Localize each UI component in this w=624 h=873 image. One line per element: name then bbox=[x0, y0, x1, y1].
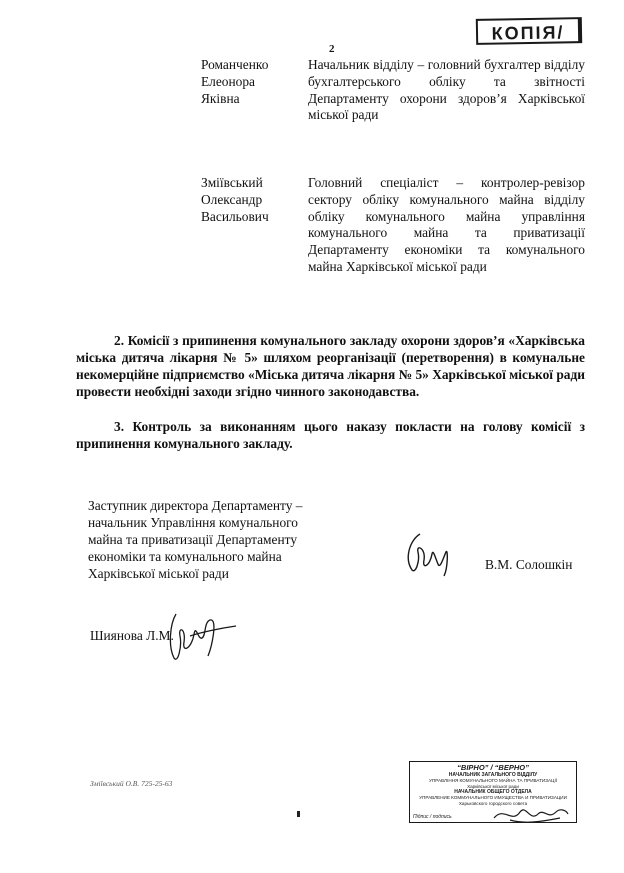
signatory-title-line: майна та приватизації Департаменту bbox=[88, 532, 298, 547]
stamp-line: НАЧАЛЬНИК ЗАГАЛЬНОГО ВІДДІЛУ bbox=[448, 772, 538, 778]
signatory-title-line: начальник Управління комунального bbox=[88, 515, 299, 530]
commission-member bbox=[0, 57, 624, 127]
stamp-line: УПРАВЛЕНИЕ КОММУНАЛЬНОГО ИМУЩЕСТВА И ПРИВАТИЗАЦИИ bbox=[419, 795, 567, 801]
member-patronymic: Васильович bbox=[201, 208, 269, 224]
stamp-line: НАЧАЛЬНИК ОБЩЕГО ОТДЕЛА bbox=[454, 789, 532, 796]
page-number: 2 bbox=[329, 43, 335, 55]
executor-phone-note: Зміївський О.В. 725-25-63 bbox=[90, 779, 173, 788]
handwritten-signature bbox=[490, 798, 570, 828]
executor-name: Шиянова Л.М. bbox=[90, 628, 174, 643]
member-first-name: Олександр bbox=[201, 191, 263, 207]
member-patronymic: Яківна bbox=[201, 90, 240, 106]
member-first-name: Елеонора bbox=[201, 73, 256, 89]
member-name bbox=[201, 175, 301, 225]
signatory-title-line: економіки та комунального майна bbox=[88, 549, 282, 564]
stamp-line: УПРАВЛІННЯ КОМУНАЛЬНОГО МАЙНА ТА ПРИВАТИЗАЦІЇ bbox=[428, 778, 558, 783]
member-position: Головний спеціаліст – контролер-ревізор сектору обліку комунального майна відділу обліку комунального майна управління комунального майна та приватизації Департаменту економіки та комунального майна Харківської міської ради bbox=[308, 175, 585, 274]
order-paragraph-3: 3. Контроль за виконанням цього наказу покласти на голову комісії з припинення комунального закладу. bbox=[76, 419, 585, 451]
member-surname: Романченко bbox=[201, 57, 269, 72]
member-position: Начальник відділу – головний бухгалтер відділу бухгалтерського обліку та звітності Департаменту охорони здоров’я Харківської міської ради bbox=[308, 57, 585, 123]
signatory-title-line: Заступник директора Департаменту – bbox=[88, 498, 303, 513]
punch-mark bbox=[297, 811, 300, 817]
order-paragraph-2: 2. Комісії з припинення комунального закладу охорони здоров’я «Харківська міська дитяча лікарня № 5» шляхом реорганізації (перетворення) в комунальне некомерційне підприємство «Міська дитяча лікарня № 5» Харківської міської ради провести необхідні заходи згідно чинного законодавства. bbox=[76, 333, 585, 399]
stamp-line: Харьковского городского совета bbox=[458, 800, 528, 806]
stamp-line: Харківської міської ради bbox=[467, 783, 519, 789]
signer-name: В.М. Солошкін bbox=[485, 557, 573, 572]
stamp-heading: “ВІРНО” / “ВЕРНО” bbox=[457, 763, 529, 772]
member-surname: Зміївський bbox=[201, 175, 263, 190]
handwritten-signature bbox=[162, 606, 242, 666]
signatory-title-line: Харківської міської ради bbox=[88, 566, 229, 581]
copy-stamp: КОПІЯ/ bbox=[476, 17, 582, 45]
signatory-title bbox=[88, 497, 348, 582]
commission-member bbox=[0, 175, 624, 274]
stamp-sign-label: Підпис / подпись bbox=[413, 814, 452, 820]
member-name bbox=[201, 57, 301, 107]
handwritten-signature bbox=[400, 530, 460, 580]
